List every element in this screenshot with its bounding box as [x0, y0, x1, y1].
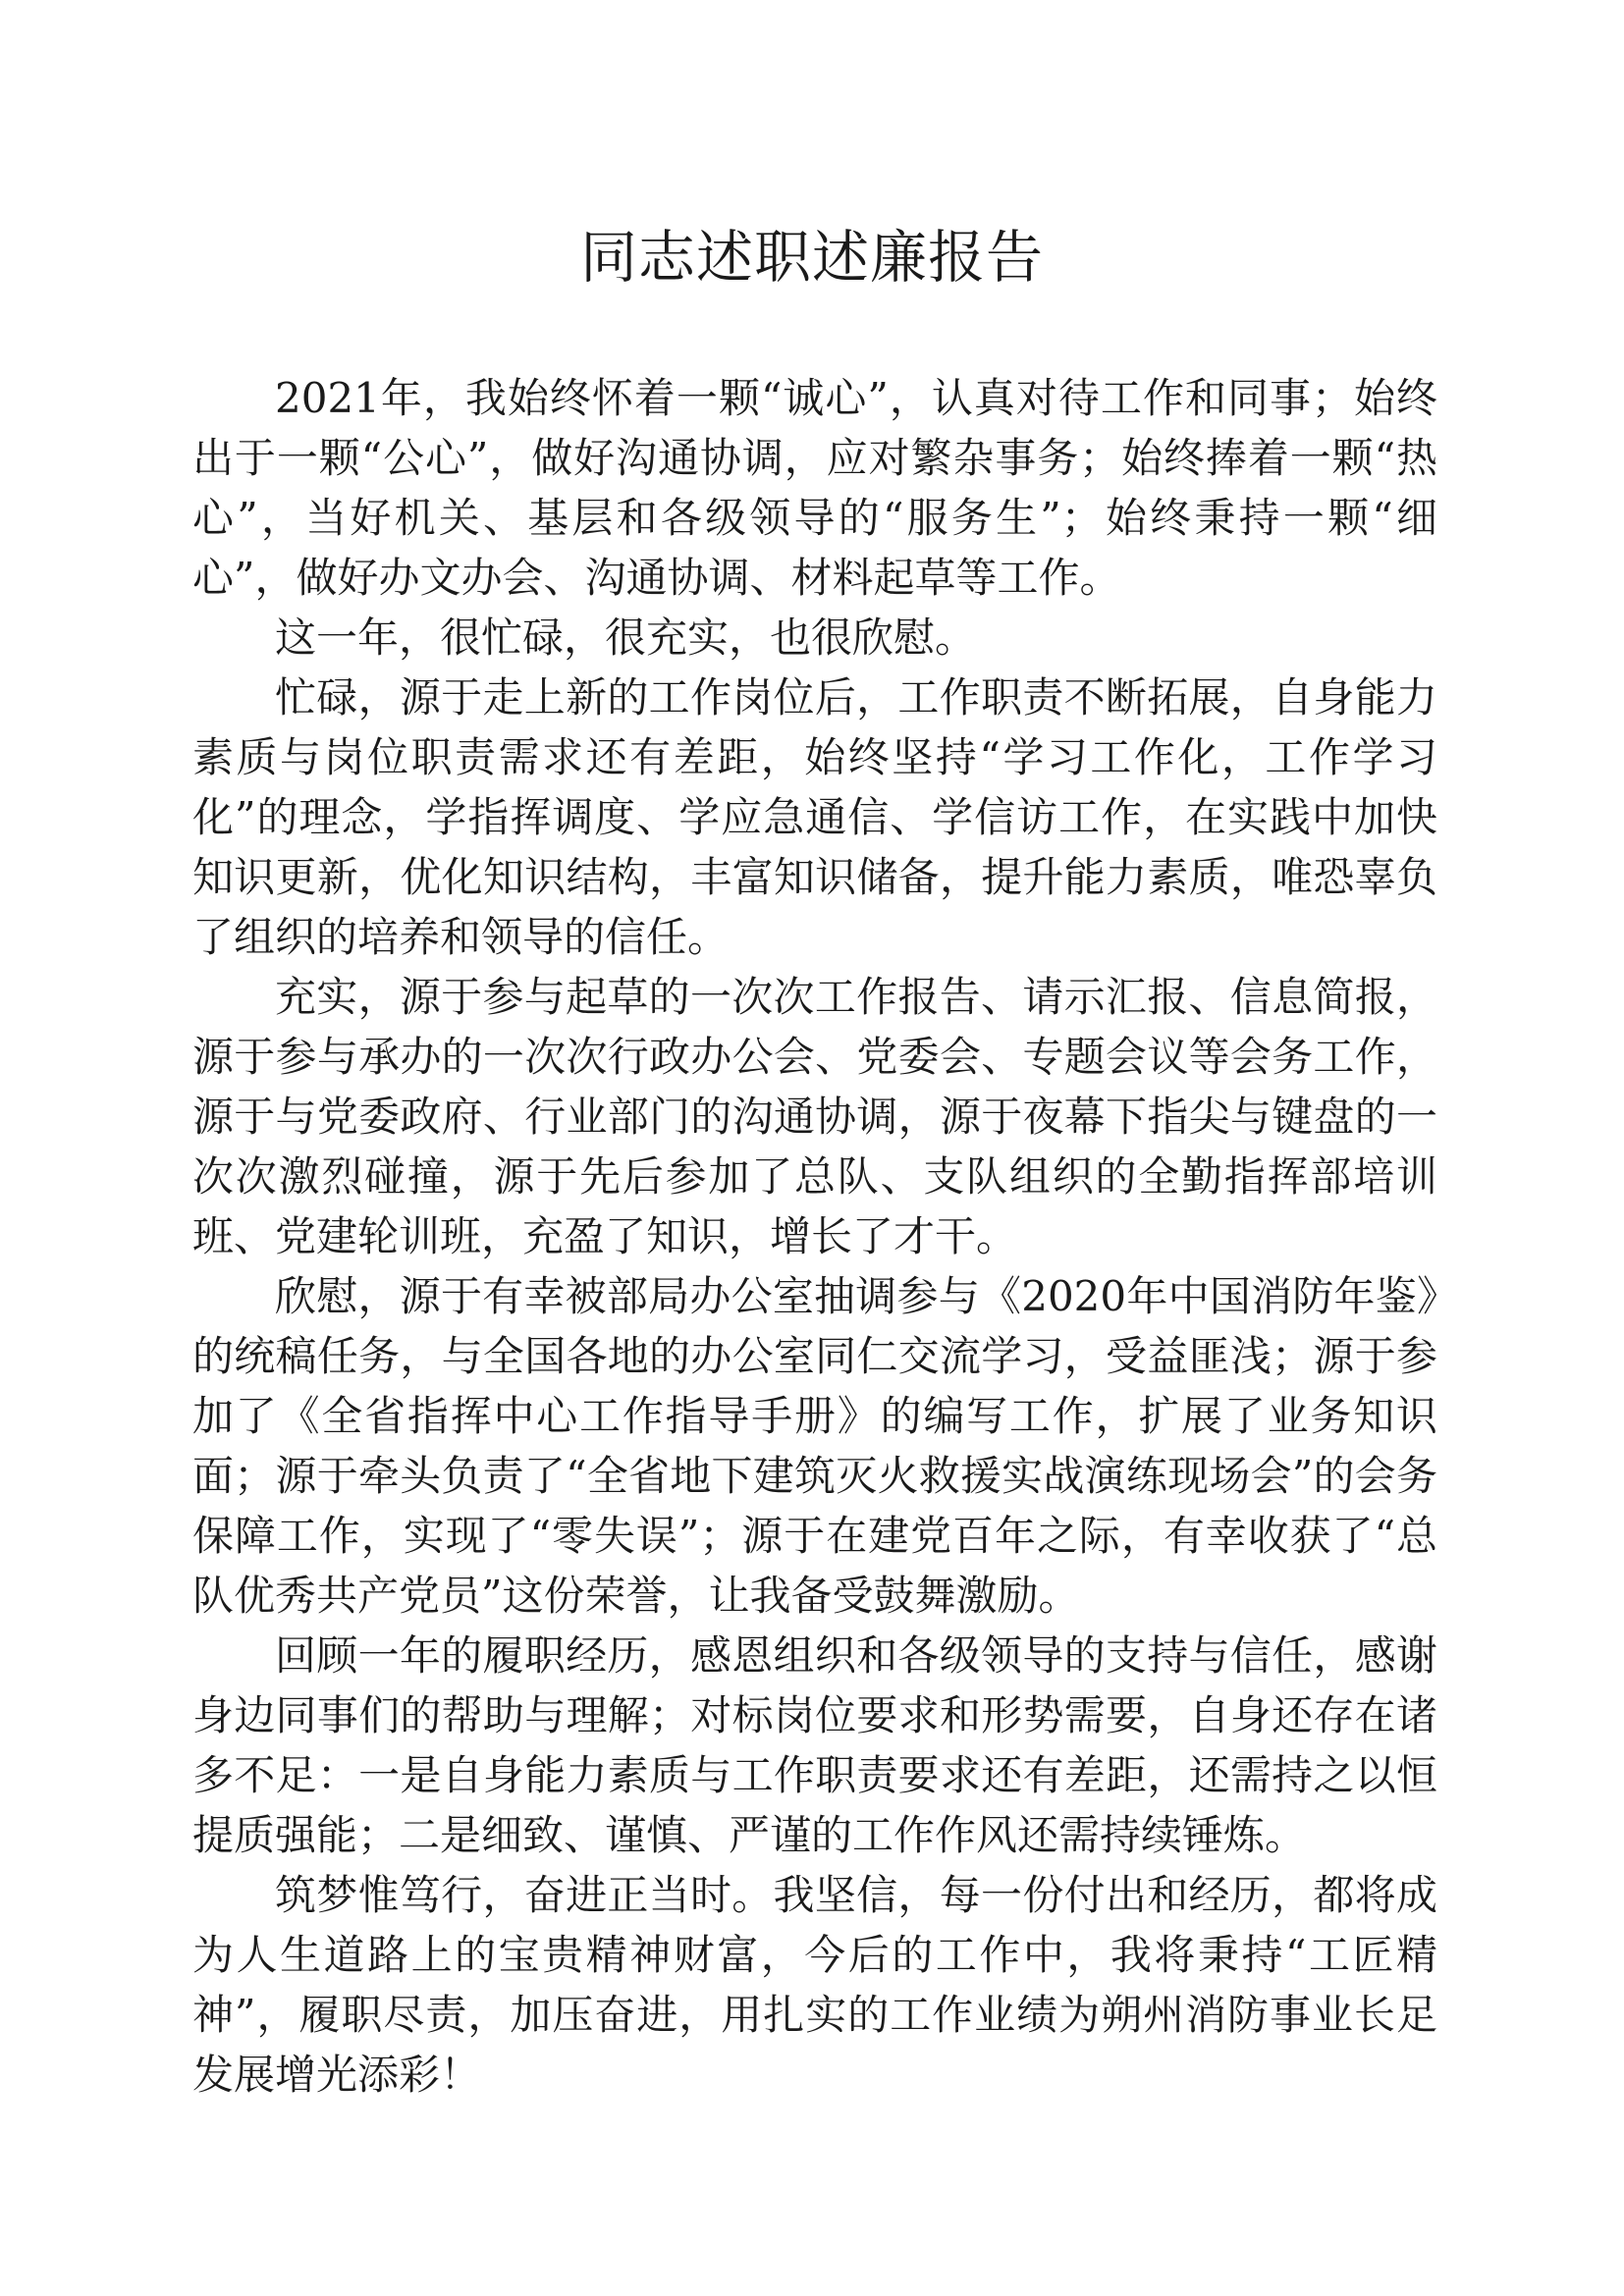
paragraph-fulfilling: 充实，源于参与起草的一次次工作报告、请示汇报、信息简报，源于参与承办的一次次行政办公会、党委会、专题会议等会务工作，源于与党委政府、行业部门的沟通协调，源于夜幕下指尖与键盘的一次次激烈碰撞，源于先后参加了总队、支队组织的全勤指挥部培训班、党建轮训班，充盈了知识，增长了才干。: [192, 973, 1437, 1260]
paragraph-busy: 忙碌，源于走上新的工作岗位后，工作职责不断拓展，自身能力素质与岗位职责需求还有差距，始终坚持“学习工作化，工作学习化”的理念，学指挥调度、学应急通信、学信访工作，在实践中加快知识更新，优化知识结构，丰富知识储备，提升能力素质，唯恐辜负了组织的培养和领导的信任。: [192, 673, 1437, 961]
paragraph-gratified: 欣慰，源于有幸被部局办公室抽调参与《2020年中国消防年鉴》的统稿任务，与全国各地的办公室同仁交流学习，受益匪浅；源于参加了《全省指挥中心工作指导手册》的编写工作，扩展了业务知识面；源于牵头负责了“全省地下建筑灭火救援实战演练现场会”的会务保障工作，实现了“零失误”；源于在建党百年之际，有幸收获了“总队优秀共产党员”这份荣誉，让我备受鼓舞激励。: [192, 1272, 1437, 1620]
document-body: [192, 368, 1437, 2105]
paragraph-summary: 这一年，很忙碌，很充实，也很欣慰。: [275, 614, 977, 662]
paragraph-review: 回顾一年的履职经历，感恩组织和各级领导的支持与信任，感谢身边同事们的帮助与理解；对标岗位要求和形势需要，自身还存在诸多不足：一是自身能力素质与工作职责要求还有差距，还需持之以恒提质强能；二是细致、谨慎、严谨的工作作风还需持续锤炼。: [192, 1631, 1437, 1859]
paragraph-conclusion: 筑梦惟笃行，奋进正当时。我坚信，每一份付出和经历，都将成为人生道路上的宝贵精神财富，今后的工作中，我将秉持“工匠精神”，履职尽责，加压奋进，用扎实的工作业绩为朔州消防事业长足发展增光添彩！: [192, 1871, 1437, 2099]
paragraph-intro: 2021年，我始终怀着一颗“诚心”，认真对待工作和同事；始终出于一颗“公心”，做好沟通协调，应对繁杂事务；始终捧着一颗“热心”，当好机关、基层和各级领导的“服务生”；始终秉持一颗“细心”，做好办文办会、沟通协调、材料起草等工作。: [192, 374, 1437, 602]
document-title: 同志述职述廉报告: [579, 224, 1044, 291]
